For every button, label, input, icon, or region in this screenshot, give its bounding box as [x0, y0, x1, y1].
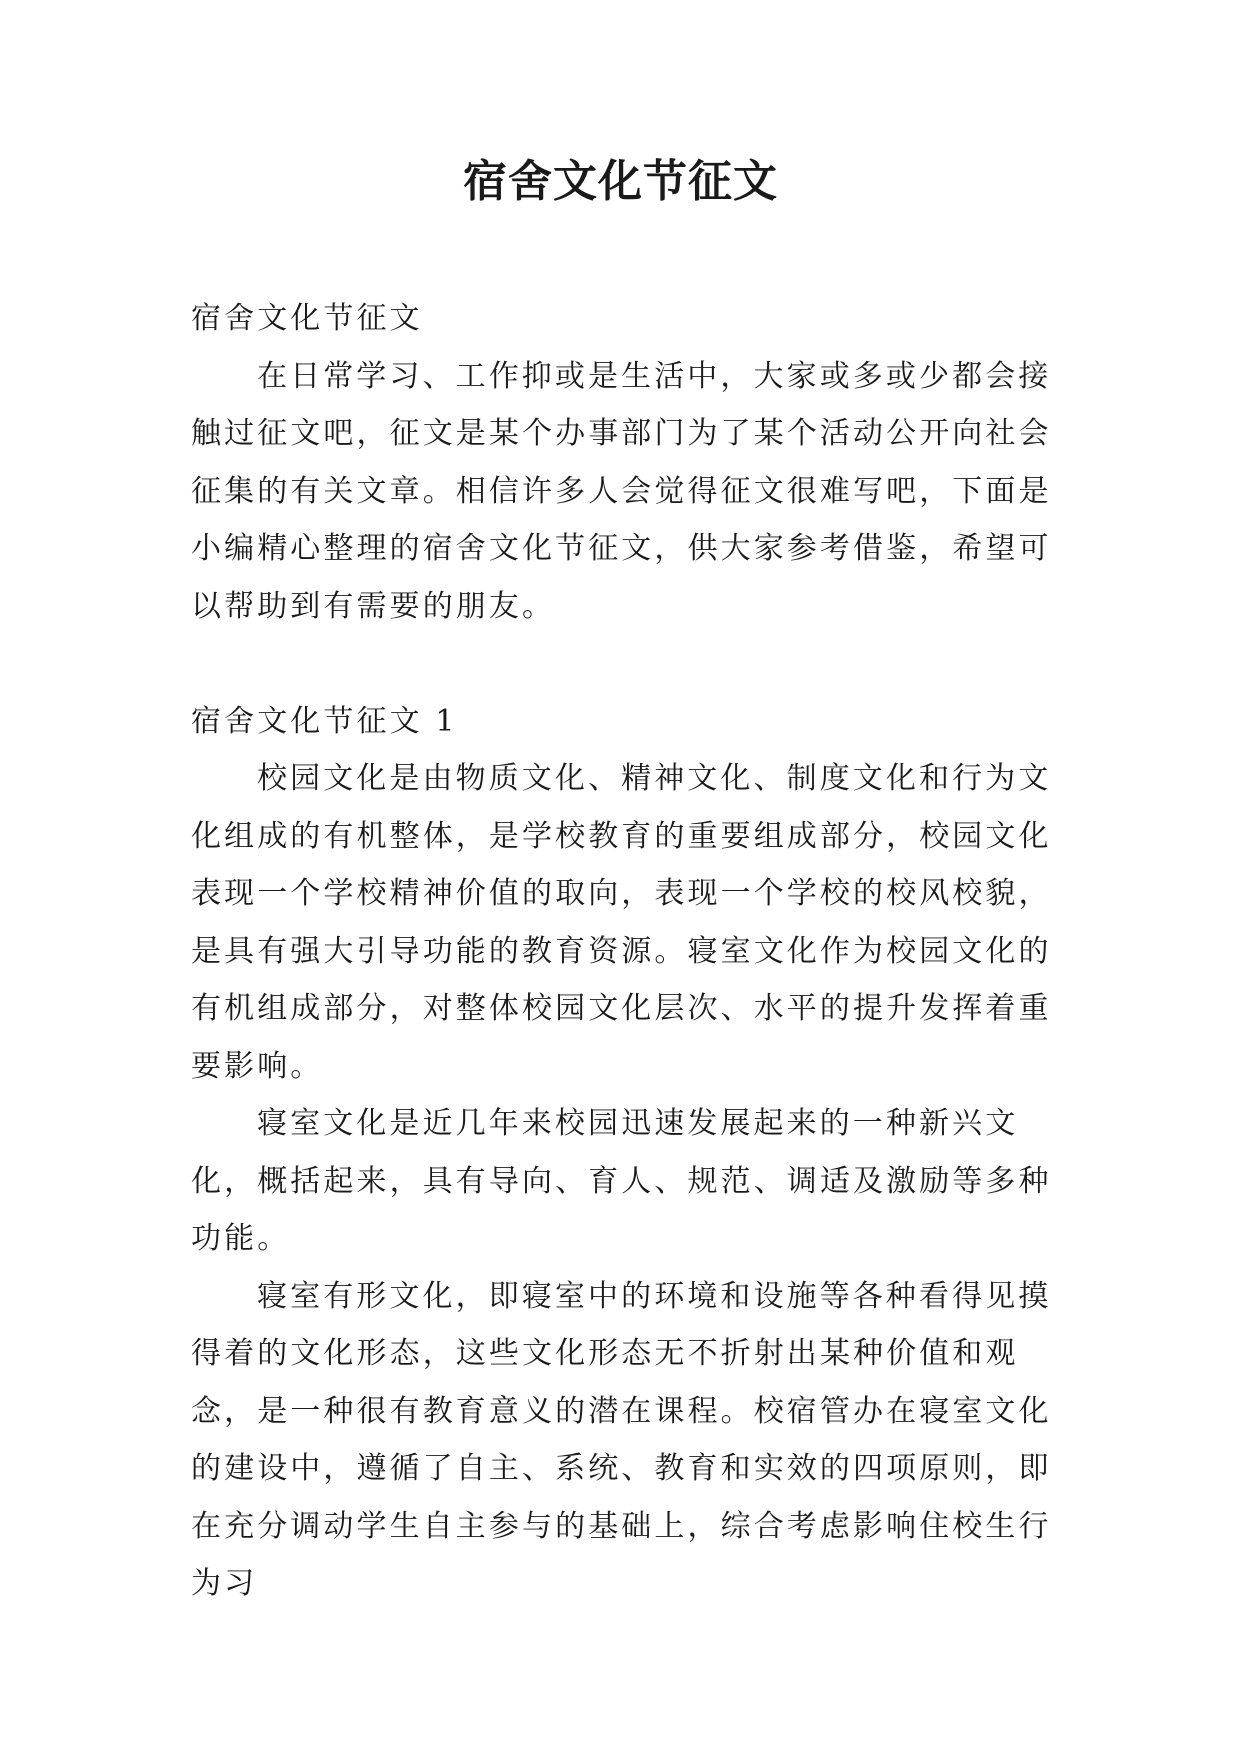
body-paragraph: 寝室有形文化，即寝室中的环境和设施等各种看得见摸得着的文化形态，这些文化形态无不折射出某种价值和观念，是一种很有教育意义的潜在课程。校宿管办在寝室文化的建设中，遵循了自主、系统、教育和实效的四项原则，即在充分调动学生自主参与的基础上，综合考虑影响住校生行为习: [191, 1278, 1052, 1601]
section-heading: 宿舍文化节征文 1: [191, 703, 458, 739]
intro-paragraph: 在日常学习、工作抑或是生活中，大家或多或少都会接触过征文吧，征文是某个办事部门为了某个活动公开向社会征集的有关文章。相信许多人会觉得征文很难写吧，下面是小编精心整理的宿舍文化节征文，供大家参考借鉴，希望可以帮助到有需要的朋友。: [191, 358, 1052, 624]
document-title: 宿舍文化节征文: [463, 156, 778, 207]
body-paragraph: 校园文化是由物质文化、精神文化、制度文化和行为文化组成的有机整体，是学校教育的重要组成部分，校园文化表现一个学校精神价值的取向，表现一个学校的校风校貌，是具有强大引导功能的教育资源。寝室文化作为校园文化的有机组成部分，对整体校园文化层次、水平的提升发挥着重要影响。: [191, 761, 1052, 1084]
document-body: [191, 290, 1053, 1613]
document-subtitle: 宿舍文化节征文: [191, 301, 423, 336]
paragraph-spacer: [191, 635, 1053, 693]
body-paragraph: 寝室文化是近几年来校园迅速发展起来的一种新兴文化，概括起来，具有导向、育人、规范、调适及激励等多种功能。: [191, 1106, 1052, 1256]
